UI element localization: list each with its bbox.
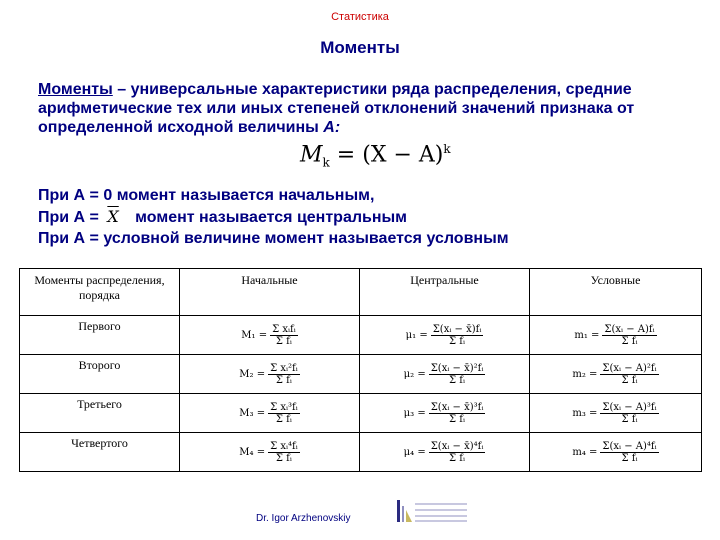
- denominator: Σ fᵢ: [621, 413, 638, 425]
- numerator: Σ xᵢ²fᵢ: [270, 362, 298, 374]
- row-label-cell: [20, 355, 180, 394]
- definition-paragraph: [38, 80, 698, 137]
- row-label: Первого: [78, 319, 121, 333]
- denominator: Σ fᵢ: [275, 452, 292, 464]
- table-row: [20, 394, 702, 433]
- formula-lhs: m₃ =: [572, 407, 598, 419]
- fraction: [429, 363, 486, 386]
- cases-list: [38, 185, 509, 249]
- formula-cell-initial: [180, 394, 360, 433]
- formula-cell-central: [360, 355, 530, 394]
- column-header-initial: Начальные: [180, 269, 360, 316]
- formula-lhs: m₁ =: [574, 329, 600, 341]
- formula-cell-conditional: [530, 394, 702, 433]
- formula-lhs: M₁ =: [241, 329, 268, 341]
- definition-variable: А:: [323, 119, 341, 136]
- formula-lhs-sub: k: [322, 155, 330, 170]
- case-line-central: [38, 206, 509, 228]
- column-header-order: Моменты распределения, порядка: [20, 269, 180, 316]
- row-label-cell: [20, 433, 180, 472]
- definition-term: Моменты: [38, 81, 113, 98]
- column-header-central: Центральные: [360, 269, 530, 316]
- numerator: Σ xᵢ⁴fᵢ: [270, 440, 298, 452]
- fraction: [431, 324, 484, 347]
- formula-cell-central: [360, 433, 530, 472]
- formula-cell-initial: [180, 433, 360, 472]
- formula-rhs: (X − A): [362, 142, 444, 168]
- formula-cell-conditional: [530, 316, 702, 355]
- header-label: Статистика: [331, 11, 389, 23]
- denominator: Σ fᵢ: [449, 374, 466, 386]
- formula-lhs: μ₄ =: [403, 446, 426, 458]
- numerator: Σ(xᵢ − x̄)⁴fᵢ: [430, 440, 484, 452]
- formula-cell-conditional: [530, 433, 702, 472]
- numerator: Σ(xᵢ − x̄)³fᵢ: [430, 401, 484, 413]
- moments-table: [19, 268, 702, 472]
- fraction: [600, 402, 658, 425]
- table-row: [20, 433, 702, 472]
- denominator: Σ fᵢ: [449, 335, 466, 347]
- case-line-conditional: При А = условной величине момент называется условным: [38, 230, 509, 247]
- fraction: [270, 324, 298, 347]
- formula-lhs: M₃ =: [239, 407, 266, 419]
- case-line-central-post: момент называется центральным: [130, 209, 408, 226]
- definition-text: – универсальные характеристики ряда распределения, средние арифметические тех или иных степеней отклонений значений признака от определенной исходной величины: [38, 81, 635, 136]
- institution-logo: [393, 498, 473, 526]
- formula-lhs: M₂ =: [239, 368, 266, 380]
- x-bar-symbol: $\overline{X}$: [107, 207, 119, 226]
- denominator: Σ fᵢ: [449, 452, 466, 464]
- denominator: Σ fᵢ: [275, 335, 292, 347]
- formula-cell-central: [360, 316, 530, 355]
- row-label-cell: [20, 316, 180, 355]
- fraction: [429, 441, 486, 464]
- formula-lhs: μ₁ =: [405, 329, 428, 341]
- case-line-initial: При А = 0 момент называется начальным,: [38, 187, 375, 204]
- denominator: Σ fᵢ: [275, 374, 292, 386]
- formula-cell-initial: [180, 355, 360, 394]
- table-header-row: [20, 269, 702, 316]
- numerator: Σ(xᵢ − A)³fᵢ: [602, 401, 657, 413]
- row-label: Третьего: [77, 397, 122, 411]
- formula-cell-conditional: [530, 355, 702, 394]
- numerator: Σ(xᵢ − A)fᵢ: [604, 323, 655, 335]
- formula-lhs: μ₂ =: [403, 368, 426, 380]
- main-formula: [300, 142, 451, 170]
- numerator: Σ(xᵢ − x̄)²fᵢ: [430, 362, 484, 374]
- fraction: [268, 402, 300, 425]
- numerator: Σ(xᵢ − x̄)fᵢ: [432, 323, 482, 335]
- fraction: [429, 402, 486, 425]
- table-row: [20, 316, 702, 355]
- fraction: [600, 363, 658, 386]
- formula-lhs: m₄ =: [572, 446, 598, 458]
- row-label: Четвертого: [71, 436, 128, 450]
- numerator: Σ xᵢ³fᵢ: [270, 401, 298, 413]
- denominator: Σ fᵢ: [275, 413, 292, 425]
- formula-lhs: M: [300, 142, 323, 168]
- fraction: [268, 363, 300, 386]
- formula-rhs-sup: k: [443, 142, 451, 156]
- formula-lhs: μ₃ =: [403, 407, 426, 419]
- footer-author: Dr. Igor Arzhenovskiy: [256, 513, 351, 524]
- fraction: [602, 324, 656, 347]
- denominator: Σ fᵢ: [449, 413, 466, 425]
- denominator: Σ fᵢ: [621, 374, 638, 386]
- numerator: Σ(xᵢ − A)⁴fᵢ: [602, 440, 657, 452]
- formula-eq: =: [329, 142, 363, 168]
- denominator: Σ fᵢ: [621, 452, 638, 464]
- table-row: [20, 355, 702, 394]
- numerator: Σ xᵢfᵢ: [272, 323, 296, 335]
- row-label-cell: [20, 394, 180, 433]
- column-header-conditional: Условные: [530, 269, 702, 316]
- numerator: Σ(xᵢ − A)²fᵢ: [602, 362, 657, 374]
- formula-lhs: m₂ =: [572, 368, 598, 380]
- formula-lhs: M₄ =: [239, 446, 266, 458]
- case-line-central-pre: При А =: [38, 209, 104, 226]
- formula-cell-initial: [180, 316, 360, 355]
- fraction: [268, 441, 300, 464]
- formula-cell-central: [360, 394, 530, 433]
- fraction: [600, 441, 658, 464]
- slide-title: Моменты: [320, 38, 400, 57]
- denominator: Σ fᵢ: [621, 335, 638, 347]
- row-label: Второго: [78, 358, 121, 372]
